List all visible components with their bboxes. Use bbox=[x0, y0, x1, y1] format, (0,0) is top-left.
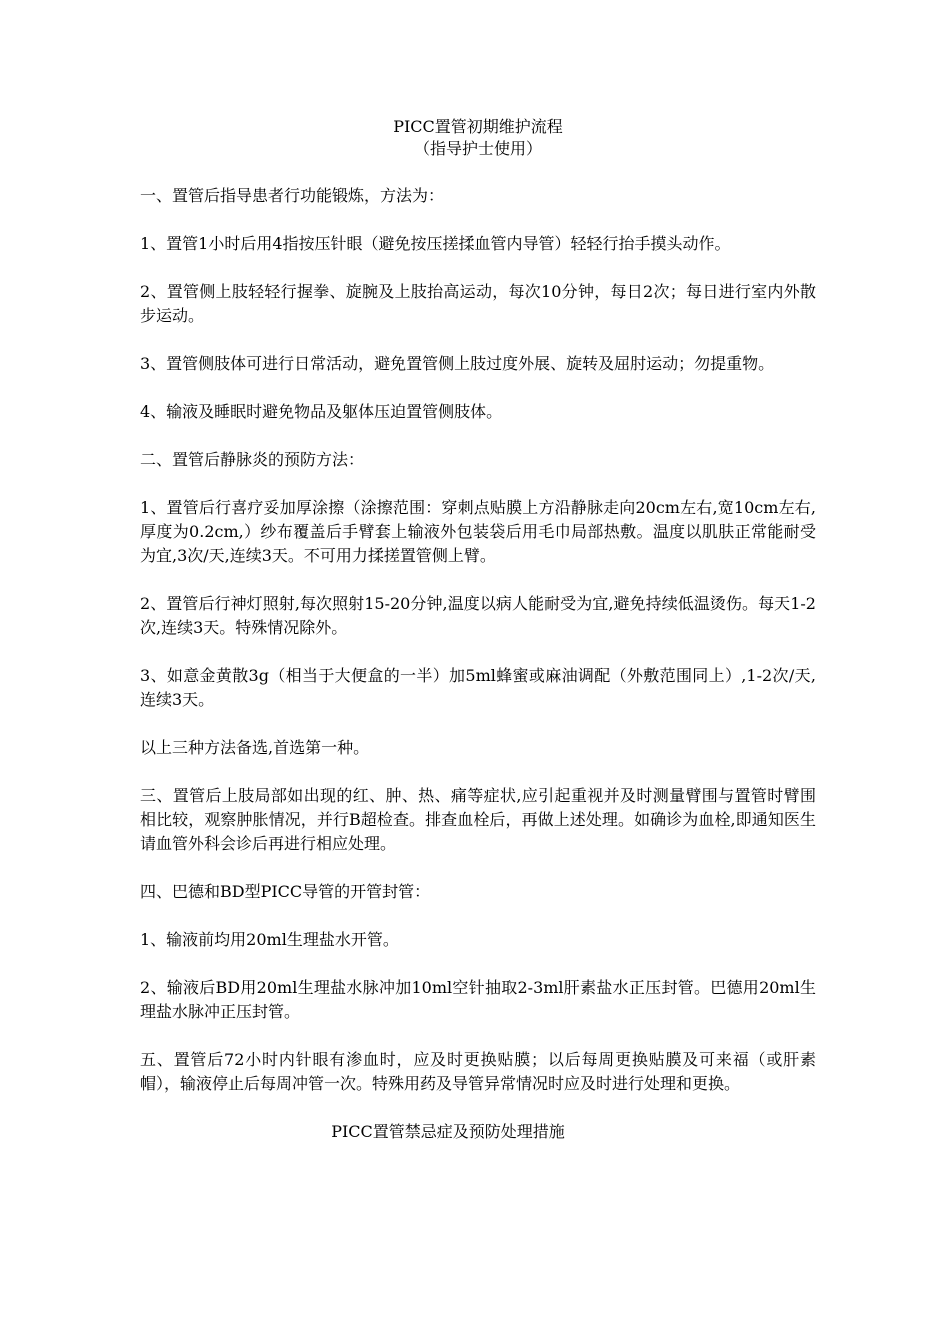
next-section-title: PICC置管禁忌症及预防处理措施 bbox=[331, 1122, 565, 1141]
section-3: 三、置管后上肢局部如出现的红、肿、热、痛等症状,应引起重视并及时测量臂围与置管时臂围相比较，观察肿胀情况，并行B超检查。排查血栓后，再做上述处理。如确诊为血栓,即通知医生请血管外科会诊后再进行相应处理。 bbox=[140, 786, 816, 853]
paragraph-2-3: 3、如意金黄散3g（相当于大便盒的一半）加5ml蜂蜜或麻油调配（外敷范围同上）,1-2次/天,连续3天。 bbox=[140, 666, 816, 709]
section-heading-2: 二、置管后静脉炎的预防方法： bbox=[140, 450, 365, 469]
document-page bbox=[140, 116, 816, 1144]
paragraph-1-2: 2、置管侧上肢轻轻行握拳、旋腕及上肢抬高运动，每次10分钟，每日2次；每日进行室内外散步运动。 bbox=[140, 282, 816, 325]
paragraph-1-1: 1、置管1小时后用4指按压针眼（避免按压搓揉血管内导管）轻轻行抬手摸头动作。 bbox=[140, 234, 731, 253]
paragraph-2-note: 以上三种方法备选,首选第一种。 bbox=[140, 738, 370, 757]
paragraph-1-3: 3、置管侧肢体可进行日常活动，避免置管侧上肢过度外展、旋转及屈肘运动；勿提重物。 bbox=[140, 354, 775, 373]
section-heading-1: 一、置管后指导患者行功能锻炼，方法为： bbox=[140, 186, 445, 205]
paragraph-4-1: 1、输液前均用20ml生理盐水开管。 bbox=[140, 930, 399, 949]
document-subtitle: （指导护士使用） bbox=[413, 139, 542, 158]
paragraph-1-4: 4、输液及睡眠时避免物品及躯体压迫置管侧肢体。 bbox=[140, 402, 503, 421]
paragraph-2-1: 1、置管后行喜疗妥加厚涂擦（涂擦范围：穿刺点贴膜上方沿静脉走向20cm左右,宽10cm左右,厚度为0.2cm,）纱布覆盖后手臂套上输液外包装袋后用毛巾局部热敷。温度以肌肤正常能耐受为宜,3次/天,连续3天。不可用力揉搓置管侧上臂。 bbox=[140, 498, 816, 565]
paragraph-4-2: 2、输液后BD用20ml生理盐水脉冲加10ml空针抽取2-3ml肝素盐水正压封管。巴德用20ml生理盐水脉冲正压封管。 bbox=[140, 978, 816, 1021]
paragraph-2-2: 2、置管后行神灯照射,每次照射15-20分钟,温度以病人能耐受为宜,避免持续低温烫伤。每天1-2次,连续3天。特殊情况除外。 bbox=[140, 594, 816, 637]
section-5: 五、置管后72小时内针眼有渗血时，应及时更换贴膜；以后每周更换贴膜及可来福（或肝素帽），输液停止后每周冲管一次。特殊用药及导管异常情况时应及时进行处理和更换。 bbox=[140, 1050, 816, 1093]
document-title: PICC置管初期维护流程 bbox=[393, 117, 563, 136]
section-heading-4: 四、巴德和BD型PICC导管的开管封管： bbox=[140, 882, 431, 901]
